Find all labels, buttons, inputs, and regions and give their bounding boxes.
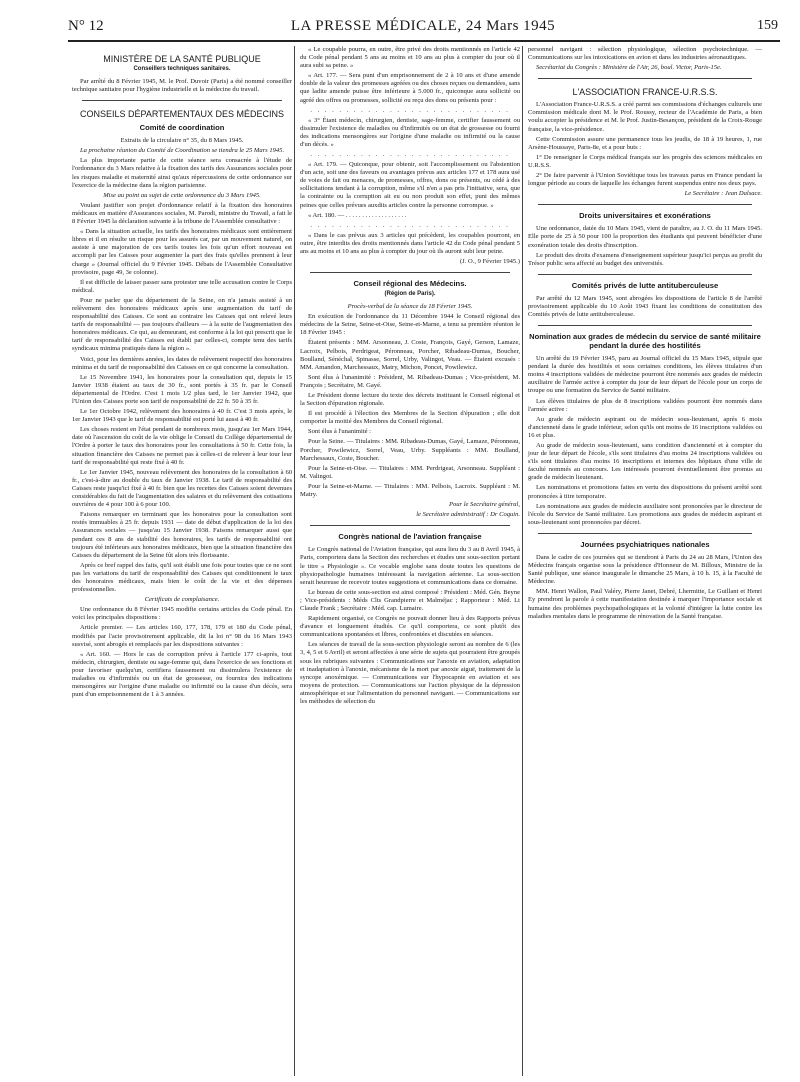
- paragraph: Les séances de travail de la sous-section physiologie seront au nombre de 6 (les 3, 4, 5 et 6 Avril) et seront affectées à une série de sujets qui pourraient être groupés sous les rubriques suivantes : Communications sur l'anoxie en aviation, adaptation et inadaptation à l'anoxie, mécanisme de la mort par anoxie aiguë, traitement de la syncope anoxémique. — Communications sur l'hypocapnie en aviation et ses moyens de protection. — Communications sur l'action physique de la dépression atmosphérique et sur l'alimentation du personnel navigant. — Communications sur les méthodes de sélection du: [300, 641, 520, 705]
- paragraph: Secrétariat du Congrès : Ministère de l'Air, 26, boul. Victor, Paris-15e.: [536, 64, 722, 72]
- paragraph: MM. Henri Wallon, Paul Valéry, Pierre Janet, Debré, Lhermitte, Le Guillant et Henri Ey prendront la parole à cette manifestation destinée à marquer l'importance sociale et humaine des problèmes psychopathologiques et la volonté d'intégrer la lutte contre les maladies mentales dans le programme de rénovation de la Santé française.: [528, 588, 762, 620]
- section-rule: [82, 100, 282, 101]
- ministry-title: MINISTÈRE DE LA SANTÉ PUBLIQUE: [103, 54, 261, 64]
- committee-title: Comité de coordination: [139, 123, 225, 133]
- association-title: L'ASSOCIATION FRANCE-U.R.S.S.: [572, 87, 718, 98]
- paragraph: Pour la Seine. — Titulaires : MM. Ribadeau-Dumas, Gayé, Lamaze, Péronneau, Porcher, Powilewicz, Sorrel, Veau, Urby. Suppléants : MM. Boulland, Marchessaux, Coste, Boucher.: [300, 438, 520, 462]
- paragraph: Le bureau de cette sous-section est ainsi composé : Président : Méd. Gén. Beyne ; Vice-présidents : Méds Clts Grandpierre et Malméjac ; Rapporteur : Méd. Lt Claude Frank ; Secrétaire : Méd. cap. Lumaire.: [300, 588, 520, 612]
- paragraph: Le 1er Janvier 1945, nouveau relèvement des honoraires de la consultation à 60 fr., c'est-à-dire au double du taux de Janvier 1938. Le tarif de responsabilité des Caisses reste jusqu'ici fixé à 40 fr. bien que les recettes des Caisses soient devenues considérables du fait de l'augmentation des salaires et du relèvement des cotisations ouvrières de 4 pour 100 à 6 pour 100.: [72, 468, 292, 509]
- paragraph: Les élèves titulaires de plus de 8 inscriptions validées pourront être nommés dans l'armée active :: [528, 397, 762, 413]
- section-rule: [538, 204, 752, 205]
- section-rule: [538, 274, 752, 275]
- paragraph: Le Congrès national de l'Aviation française, qui aura lieu du 3 au 8 Avril 1945, à Paris, comportera dans la Section des recherches et études une sous-section portant le titre « Physiologie ». Ce vocable englobe sans doute toutes les questions de physiopathologie humaines intéressant la navigation aérienne. La sous-section serait heureuse de recevoir toutes suggestions et communications dans ce domaine.: [300, 546, 520, 586]
- paragraph: « Art. 177. — Sera puni d'un emprisonnement de 2 à 10 ans et d'une amende double de la valeur des promesses agréées ou des choses reçues ou demandées, sans que ladite amende puisse être inférieure à 5.000 fr., quiconque aura sollicité ou agréé des offres ou promesses, sollicité ou reçu des dons ou présents pour :: [300, 72, 520, 104]
- paragraph: « Le coupable pourra, en outre, être privé des droits mentionnés en l'article 42 du Code pénal pendant 5 ans au moins et 10 ans au plus à compter du jour où il aura subi sa peine. »: [300, 46, 520, 70]
- paragraph: Le 15 Novembre 1941, les honoraires pour la consultation qui, depuis le 15 Janvier 1938 étaient au taux de 30 fr., sont portés à 35 fr. par le Conseil départemental de l'Ordre. C'est 1 mois 1/2 plus tard, le 1er Janvier 1942, que l'Union des Caisses porte son tarif de responsabilité de 22 fr. 50 à 35 fr.: [72, 373, 292, 405]
- paragraph: L'Association France-U.R.S.S. a créé parmi ses commissions d'échanges culturels une Commission médicale dont M. le Prof. Roussy, recteur de l'Académie de Paris, a bien voulu accepter la présidence et M. le Prof. Justin-Besançon, président de la Croix-Rouge française, la vice-présidence.: [528, 101, 762, 133]
- paragraph: Voici, pour les dernières années, les dates de relèvement respectif des honoraires minima et du tarif de responsabilité des Caisses en ce qui concerne la consultation.: [72, 355, 292, 371]
- paragraph: Pour la Seine-et-Marne. — Titulaires : MM. Pelbois, Lacroix. Suppléant : M. Matry.: [300, 482, 520, 499]
- paragraph: Article premier. — Les articles 160, 177, 178, 179 et 180 du Code pénal, modifiés par l'acte provisoirement applicable, dit la loi n° 98 du 16 Mars 1943 susvisé, sont abrogés et remplacés par les dispositions suivantes :: [72, 624, 292, 648]
- ministry-subtitle: Conseillers techniques sanitaires.: [133, 66, 231, 72]
- subheading: Procès-verbal de la séance du 18 Février 1945.: [347, 303, 473, 311]
- paragraph: 2° De faire parvenir à l'Union Soviétique tous les travaux parus en France pendant la longue période au cours de laquelle les échanges furent suspendus entre nos deux pays.: [528, 172, 762, 188]
- paragraph: Le Président donne lecture du texte des décrets instituant le Conseil régional et la Section d'épuration régionale.: [300, 392, 520, 408]
- paragraph: Sont élus à l'unanimité : Président, M. Ribadeau-Dumas ; Vice-président, M. François ; Secrétaire, M. Gayé.: [300, 373, 520, 389]
- councils-title: CONSEILS DÉPARTEMENTAUX DES MÉDECINS: [79, 109, 285, 120]
- paragraph: Après ce bref rappel des faits, qu'il soit établi une fois pour toutes que ce ne sont pas les variations du tarif de responsabilité des Caisses qui conditionnent le taux des honoraires médicaux, mais bien le coût de la vie et des dépenses professionnelles.: [72, 561, 292, 594]
- paragraph: Par arrêté du 12 Mars 1945, sont abrogées les dispositions de l'article 8 de l'arrêté provisoirement applicable du 10 Août 1943 fixant les conditions de constitution des Comités privés de lutte antituberculeuse.: [528, 294, 762, 318]
- droits-title: Droits universitaires et exonérations: [579, 211, 711, 221]
- ellipsis-line: . . . . . . . . . . . . . . . . . . . . . . . . . . . .: [310, 106, 510, 114]
- paragraph: La prochaine réunion du Comité de Coordination se tiendra le 25 Mars 1945.: [80, 147, 285, 155]
- paragraph: « Art. 180. — . . . . . . . . . . . . . . . . . . .: [308, 211, 407, 219]
- paragraph: personnel navigant : sélection physiologique, sélection psychotechnique. — Communications sur les intoxications en avion et dans les industries aéronautiques.: [528, 46, 762, 62]
- paragraph: Le produit des droits d'examens d'enseignement supérieur jusqu'ici perçus au profit du Trésor public sera affecté au budget des universités.: [528, 251, 762, 267]
- column-3: [528, 46, 762, 623]
- journal-title: LA PRESSE MÉDICALE, 24 Mars 1945: [290, 18, 556, 34]
- paragraph: Au grade de médecin sous-lieutenant, sans condition d'ancienneté et à compter du jour de leur départ de l'école, s'ils sont titulaires d'au moins 24 inscriptions validées ou s'ils sont titulaires d'au moins 16 inscriptions et internes des hôpitaux d'une ville de faculté nommés au concours. Les intéressés pourront éventuellement être promus au grade de médecin lieutenant.: [528, 442, 762, 482]
- signature-line: Pour le Secrétaire général,: [448, 501, 520, 509]
- paragraph: Voulant justifier son projet d'ordonnance relatif à la fixation des honoraires médicaux en matière d'Assurances sociales, M. Parodi, ministre du Travail, a fait le 8 Février 1945 la déclaration suivante à la tribune de l'Assemblée consultative :: [72, 201, 292, 226]
- paragraph: Rapidement organisé, ce Congrès ne pouvait donner lieu à des Rapports prévus d'avance et longuement étudiés. Ce qu'il comportera, ce sont plutôt des communications spontanées et libres, confrontées et discutées en séances.: [300, 615, 520, 639]
- nomination-title: Nomination aux grades de médecin du service de santé militaire pendant la durée des hostilités: [529, 332, 761, 351]
- paragraph: Étaient présents : MM. Arsonneau, J. Coste, François, Gayé, Gerson, Lamaze, Lacroix, Pelbois, Perdrigeat, Péronneau, Porcher, Ribadeau-Dumas, Boucher, Boulland, Sénéchal, Spinasse, Sorrel, Urby, Valingot, Veau. — Étaient excusés : MM. Amandon, Marchessaux, Matry, Michon, Poncet, Powilewicz.: [300, 339, 520, 371]
- page-header: [68, 18, 778, 40]
- signature-line: Le Secrétaire : Jean Dalsace.: [684, 190, 762, 198]
- paragraph: « 3° Étant médecin, chirurgien, dentiste, sage-femme, certifier faussement ou dissimuler l'existence de maladies ou d'infirmités ou un état de grossesse ou fourni des indications mensongères sur l'origine d'une maladie ou infirmité ou la cause d'un décès. »: [300, 116, 520, 148]
- paragraph: Par arrêté du 8 Février 1945, M. le Prof. Duvoir (Paris) a été nommé conseiller technique sanitaire pour l'hygiène industrielle et la médecine du travail.: [72, 78, 292, 94]
- paragraph: Une ordonnance, datée du 10 Mars 1945, vient de paraître, au J. O. du 11 Mars 1945. Elle porte de 25 à 50 pour 100 la proportion des étudiants qui peuvent bénéficier d'une exonération totale des droits d'inscription.: [528, 225, 762, 249]
- column-divider: [522, 46, 523, 1076]
- paragraph: En exécution de l'ordonnance du 11 Décembre 1944 le Conseil régional des médecins de la Seine, Seine-et-Oise, Seine-et-Marne, a tenu sa première réunion le 18 Février 1945 :: [300, 313, 520, 337]
- section-rule: [310, 525, 510, 526]
- council-title: Conseil régional des Médecins.: [353, 279, 467, 289]
- paragraph: Au grade de médecin aspirant ou de médecin sous-lieutenant, après 6 mois d'ancienneté dans le grade inférieur, selon qu'ils ont moins de 16 inscriptions validées ou 16 et plus.: [528, 415, 762, 439]
- column-divider: [294, 46, 295, 1076]
- paragraph: La plus importante partie de cette séance sera consacrée à l'étude de l'ordonnance du 3 Mars relative à la fixation des tarifs des Assurances sociales pour les risques maladie et maternité ainsi qu'aux répercussions de cette ordonnance sur l'exercice de la médecine dans la région parisienne.: [72, 157, 292, 189]
- column-1: [72, 46, 292, 701]
- paragraph: « Dans le cas prévus aux 3 articles qui précèdent, les coupables pourront, en outre, être interdits des droits mentionnés dans l'article 42 du Code pénal pendant 5 ans au moins et 10 ans au plus à compter du jour où ils auront subi leur peine.: [300, 231, 520, 255]
- paragraph: Une ordonnance du 8 Février 1945 modifie certains articles du Code pénal. En voici les principales dispositions :: [72, 606, 292, 622]
- paragraph: « Dans la situation actuelle, les tarifs des honoraires médicaux sont entièrement libres et il en résulte un risque pour les assurés car, par un mouvement naturel, on assiste à une majoration de ces tarifs toutes les fois qu'un effort nouveau est accompli par les Caisses pour augmenter la part des frais qu'elles prennent à leur charge » (Journal officiel du 9 Février 1945. Débats de l'Assemblée Consultative provisoire, page 49, 3e colonne).: [72, 228, 292, 276]
- page-number: 159: [757, 18, 778, 33]
- subheading: Mise au point au sujet de cette ordonnance du 3 Mars 1945.: [103, 191, 261, 199]
- subheading: Certificats de complaisance.: [144, 596, 220, 604]
- header-rule: [68, 40, 780, 42]
- comites-title: Comités privés de lutte antituberculeuse: [571, 280, 719, 290]
- paragraph: Un arrêté du 19 Février 1945, paru au Journal officiel du 15 Mars 1945, stipule que pendant la durée des hostilités et sous certaines conditions, les élèves titulaires d'un moins 4 inscriptions validées de médecine pourront être nommés aux grades de médecin auxiliaire de l'armée active à compter du jour de leur départ de l'école pour un corps de troupe ou une formation du Service de Santé militaire.: [528, 355, 762, 395]
- ellipsis-line: . . . . . . . . . . . . . . . . . . . . . . . . . . . .: [310, 151, 510, 159]
- council-subtitle: (Région de Paris).: [384, 291, 436, 298]
- extract-line: Extraits de la circulaire n° 35, du 8 Mars 1945.: [120, 137, 244, 145]
- paragraph: Pour ne parler que du département de la Seine, on n'a jamais assisté à un relèvement des honoraires médicaux après une augmentation du tarif de responsabilité des Caisses. Ce sont au contraire les Caisses qui ont relevé leurs tarifs de responsabilité — pas toujours d'ailleurs — à la suite de l'augmentation des honoraires médicaux. Ce qui, au demeurant, est conforme à la loi qui prescrit que le tarif de responsabilité des Caisses est établi par celles-ci, compte tenu des tarifs syndicaux minima pratiqués dans la région ».: [72, 296, 292, 353]
- section-rule: [538, 325, 752, 326]
- paragraph: Les nominations et promotions faites en vertu des dispositions du présent arrêté sont prononcées à titre temporaire.: [528, 484, 762, 500]
- signature-line: le Secrétaire administratif : Dr Coquin.: [416, 511, 520, 519]
- journees-title: Journées psychiatriques nationales: [580, 539, 710, 549]
- paragraph: Dans le cadre de ces journées qui se tiendront à Paris du 24 au 28 Mars, l'Union des Médecins français organise sous la présidence d'Honneur de M. Billoux, Ministre de la Santé publique, une séance inaugurale le dimanche 25 Mars, à 10 h. 15, à la Faculté de Médecine.: [528, 553, 762, 586]
- section-rule: [538, 533, 752, 534]
- issue-number: N° 12: [68, 18, 104, 34]
- paragraph: Les choses restent en l'état pendant de nombreux mois, jusqu'au 1er Mars 1944, date où l'ascension du coût de la vie oblige le Conseil du Collège départemental de l'Ordre à porter le taux des honoraires pour les consultations à 50 fr. Cette fois, la situation financière des Caisses ne permet pas à celles-ci de relever à leur tour leur tarif de responsabilité qui reste fixé à 40 fr.: [72, 426, 292, 466]
- paragraph: « Art. 179. — Quiconque, pour obtenir, soit l'accomplissement ou l'abstention d'un acte, soit une des faveurs ou avantages prévus aux articles 177 et 178 aura usé de voies de fait ou menaces, de promesses, offres, dons ou présents, ou cédé à des sollicitations tendant à la corruption, même s'il n'en a pas pris l'initiative, sera, que la contrainte ou la corruption ait eu ou non produit son effet, puni des mêmes peines que celles prévues auxdits articles contre la personne corrompue. »: [300, 161, 520, 209]
- paragraph: Pour la Seine-et-Oise. — Titulaires : MM. Perdrigeat, Arsonneau. Suppléant : M. Valingot.: [300, 464, 520, 480]
- section-rule: [538, 78, 752, 79]
- section-rule: [310, 272, 510, 273]
- paragraph: 1° De renseigner le Corps médical français sur les progrès des sciences médicales en U.R.S.S.: [528, 153, 762, 169]
- ellipsis-line: . . . . . . . . . . . . . . . . . . . . . . . . . . . .: [310, 221, 510, 229]
- congress-title: Congrès national de l'aviation française: [338, 532, 482, 542]
- column-2: [300, 46, 520, 708]
- paragraph: « Art. 160. — Hors le cas de corruption prévu à l'article 177 ci-après, tout médecin, chirurgien, dentiste ou sage-femme qui, dans l'exercice de ses fonctions et pour favoriser quelqu'un, certifiera faussement ou dissimulera l'existence de maladies ou d'infirmités ou un état de grossesse, ou fournira des indications mensongères sur l'origine d'une maladie ou infirmité ou la cause d'un décès, sera puni d'un emprisonnement de 1 à 3 années.: [72, 650, 292, 699]
- source-citation: (J. O., 9 Février 1945.): [459, 257, 520, 265]
- paragraph: Cette Commission assure une permanence tous les jeudis, de 18 à 19 heures, 1, rue Arsène-Houssaye, Paris-8e, et a pour buts :: [528, 135, 762, 151]
- paragraph: Faisons remarquer en terminant que les honoraires pour la consultation sont restés immuables à 25 fr. depuis 1931 — date de début d'application de la loi des Assurances sociales — jusqu'au 15 Janvier 1938. Faisons remarquer aussi que pendant ces 8 ans de stabilité des honoraires, les tarifs de responsabilité ont toujours été inférieurs aux honoraires médicaux, bien que la situation financière des Caisses du département de la Seine fût alors très florissante.: [72, 511, 292, 559]
- paragraph: Il est procédé à l'élection des Membres de la Section d'épuration ; elle doit comporter la moitié des Membres du Conseil régional.: [300, 410, 520, 426]
- paragraph: Il est difficile de laisser passer sans protester une telle accusation contre le Corps médical.: [72, 278, 292, 294]
- paragraph: Sont élus à l'unanimité :: [308, 428, 372, 436]
- paragraph: Le 1er Octobre 1942, relèvement des honoraires à 40 fr. C'est 3 mois après, le 1er Janvier 1943 que le tarif de responsabilité est porté lui aussi à 40 fr.: [72, 408, 292, 424]
- paragraph: Les nominations aux grades de médecin auxiliaire sont prononcées par le directeur de l'école du Service de Santé militaire. Les promotions aux grades de médecin aspirant et sous-lieutenant sont prononcées par décret.: [528, 502, 762, 526]
